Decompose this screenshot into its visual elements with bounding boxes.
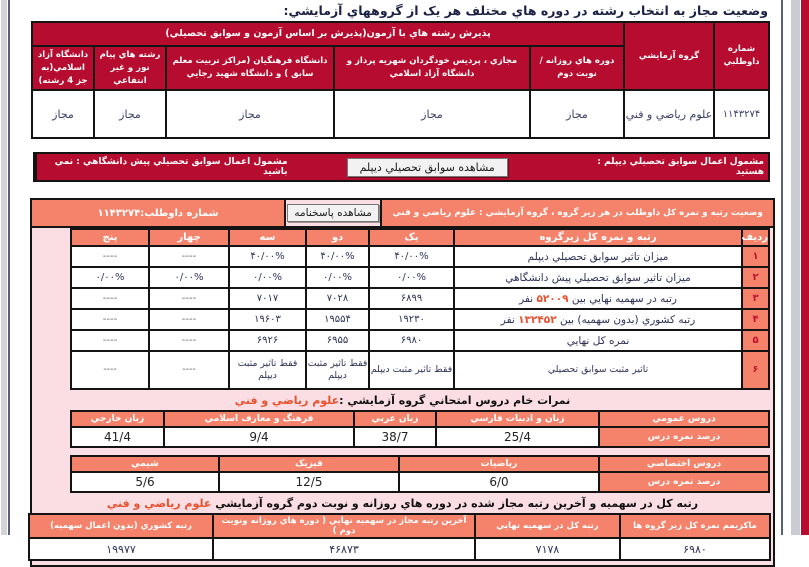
row-label-text: تاثير مثبت سوابق تحصيلي	[547, 363, 649, 375]
records-banner	[33, 152, 770, 182]
table-row	[71, 330, 769, 351]
status-payamnoor: مجاز	[94, 90, 166, 138]
score-percent-label: درصد نمره درس	[599, 472, 769, 492]
score-percent-label: درصد نمره درس	[599, 427, 769, 447]
rank-panel-header	[32, 200, 773, 228]
value-cell: فقط تاثير مثبت ديپلم	[369, 351, 454, 389]
row-number: ۵	[742, 330, 769, 351]
row-label-text: ميزان تاثير سوابق تحصيلي ديپلم	[527, 250, 669, 263]
value-cell: ۰/۰۰%	[369, 267, 454, 288]
score-chemistry: 5/6	[71, 472, 219, 492]
value-cell: ۴۰/۰۰%	[369, 246, 454, 267]
final-rank-title-group: علوم رياضي و فني	[106, 497, 212, 511]
score-mathematics: 6/0	[399, 472, 599, 492]
col-last-admitted-rank: آخرين رتبه مجاز در سهميه نهايي ( دوره هاي روزانه ونوبت دوم )	[213, 514, 475, 538]
row-label	[454, 330, 742, 351]
vertical-scrollbar[interactable]	[791, 0, 800, 535]
header-candidate-no: شماره داوطلبي	[714, 22, 769, 90]
value-cell: ۷۰۲۸	[306, 288, 369, 309]
value-cell: فقط تاثير مثبت ديپلم	[229, 351, 306, 389]
col-max-total-score: ماکزيمم نمره کل زير گروه ها	[620, 514, 770, 538]
row-label	[454, 288, 742, 309]
value-cell: ۶۹۲۶	[229, 330, 306, 351]
score-arabic: 38/7	[354, 427, 436, 447]
col-subgroup-rank-score: رتبه و نمره کل زيرگروه	[454, 229, 742, 246]
row-number: ۳	[742, 288, 769, 309]
value-cell: ۰/۰۰%	[71, 267, 149, 288]
value-cell: ۱۹۶۰۳	[229, 309, 306, 330]
col-quota-total-rank: رتبه کل در سهميه نهايي	[475, 514, 620, 538]
col-subgroup-4: چهار	[149, 229, 229, 246]
row-label	[454, 246, 742, 267]
value-last-admitted-rank: ۴۶۸۷۳	[213, 538, 475, 560]
col-national-rank: رتبه کشوري (بدون اعمال سهميه)	[29, 514, 213, 538]
page-title: وضعيت مجاز به انتخاب رشته در دوره هاي مختلف هر يک از گروههاي آزمايشي:	[283, 3, 768, 18]
value-cell: ----	[149, 288, 229, 309]
score-foreign-language: 41/4	[71, 427, 164, 447]
score-persian-literature: 25/4	[436, 427, 599, 447]
value-cell: ۶۹۸۰	[369, 330, 454, 351]
col-row-no: رديف	[742, 229, 769, 246]
general-courses-label: دروس عمومي	[599, 411, 769, 427]
view-diploma-records-button[interactable]: مشاهده سوابق تحصيلي ديپلم	[347, 158, 508, 177]
value-cell: ----	[71, 309, 149, 330]
value-cell: ----	[149, 246, 229, 267]
subject-arabic: زبان عربي	[354, 411, 436, 427]
raw-scores-title-text: نمرات خام دروس امتحاني گروه آزمايشي :	[339, 394, 571, 408]
col-subgroup-1: يک	[369, 229, 454, 246]
value-cell: ۰/۰۰%	[149, 267, 229, 288]
value-cell: ----	[71, 351, 149, 389]
row-label-suffix: نفر	[500, 313, 519, 326]
pre-university-records-status: مشمول اعمال سوابق تحصيلي پيش دانشگاهي : نمي باشيد	[35, 154, 292, 180]
status-daytime: مجاز	[530, 90, 624, 138]
value-cell: ۶۹۵۵	[306, 330, 369, 351]
view-answer-sheet-button[interactable]: مشاهده پاسخنامه	[287, 204, 378, 222]
final-rank-title-text: رتبه کل در سهميه و آخرين رتبه مجاز شده در دوره هاي روزانه و نوبت دوم گروه آزمايشي	[211, 497, 699, 511]
value-cell: ----	[71, 246, 149, 267]
rank-panel	[30, 198, 775, 567]
value-quota-total-rank: ۷۱۷۸	[475, 538, 620, 560]
value-cell: ۱۹۵۵۴	[306, 309, 369, 330]
table-row	[71, 246, 769, 267]
col-subgroup-5: پنج	[71, 229, 149, 246]
raw-scores-title-group: علوم رياضي و فني	[234, 394, 340, 408]
value-max-total-score: ۶۹۸۰	[620, 538, 770, 560]
subgroup-rank-table	[70, 228, 770, 390]
value-cell: ۱۹۲۳۰	[369, 309, 454, 330]
status-azad-except4: مجاز	[32, 90, 94, 138]
header-azad-except4: دانشگاه آزاد اسلامي(به جز 4 رشته)	[32, 46, 94, 90]
rank-panel-title: وضعيت رتبه و نمره کل داوطلب در هر زير گروه ، گروه آزمايشي : علوم رياضي و فني	[380, 200, 773, 226]
header-virtual-azad: مجازي ، پرديس خودگردان شهريه پرداز و دانشگاه آزاد اسلامي	[334, 46, 530, 90]
candidate-number-label: شماره داوطلب:۱۱۴۳۲۷۴	[97, 207, 219, 219]
value-cell: ۰/۰۰%	[229, 267, 306, 288]
table-row	[71, 267, 769, 288]
row-label-text: نمره کل نهايي	[566, 334, 630, 347]
row-label-text: ميزان تاثير سوابق تحصيلي پيش دانشگاهي	[505, 271, 691, 284]
row-label	[454, 351, 742, 389]
table-row	[71, 309, 769, 330]
subject-mathematics: رياضيات	[399, 456, 599, 472]
header-payamnoor: رشته هاي پيام نور و غير انتفاعي	[94, 46, 166, 90]
general-courses-table	[70, 410, 770, 448]
value-cell: ۰/۰۰%	[306, 267, 369, 288]
row-number: ۴	[742, 309, 769, 330]
col-subgroup-2: دو	[306, 229, 369, 246]
header-farhangian: دانشگاه فرهنگيان (مراکز تربيت معلم سابق ) و دانشگاه شهيد رجايي	[166, 46, 334, 90]
left-gray-edge	[1, 0, 7, 535]
score-islamic-studies: 9/4	[164, 427, 354, 447]
specialized-courses-label: دروس اختصاصي	[599, 456, 769, 472]
row-number: ۱	[742, 246, 769, 267]
status-virtual-azad: مجاز	[334, 90, 530, 138]
frame-border-right	[781, 0, 783, 535]
subject-chemistry: شيمي	[71, 456, 219, 472]
col-subgroup-3: سه	[229, 229, 306, 246]
row-label-suffix: نفر	[519, 292, 537, 305]
value-cell: ----	[149, 309, 229, 330]
status-farhangian: مجاز	[166, 90, 334, 138]
row-label-highlight: ۱۳۲۴۵۲	[518, 313, 557, 326]
candidate-number-value: ۱۱۴۳۲۷۴	[714, 90, 769, 138]
table-row	[71, 351, 769, 389]
row-label-highlight: ۵۲۰۰۹	[536, 292, 569, 305]
subject-islamic-studies: فرهنگ و معارف اسلامي	[164, 411, 354, 427]
value-cell: ۶۸۹۹	[369, 288, 454, 309]
subject-physics: فيزيک	[219, 456, 399, 472]
row-label	[454, 309, 742, 330]
value-cell: ۷۰۱۷	[229, 288, 306, 309]
row-label	[454, 267, 742, 288]
header-daytime-courses: دوره هاي روزانه / نوبت دوم	[530, 46, 624, 90]
subject-persian-literature: زبان و ادبيات فارسي	[436, 411, 599, 427]
diploma-records-button-wrap	[292, 154, 563, 180]
content-area	[10, 0, 781, 556]
row-label-text: رتبه در سهميه نهايي بين	[568, 292, 677, 305]
eligibility-table	[31, 21, 770, 139]
subject-foreign-language: زبان خارجي	[71, 411, 164, 427]
value-national-rank: ۱۹۹۷۷	[29, 538, 213, 560]
final-rank-table	[28, 513, 771, 561]
header-exam-group: گروه آزمايشي	[624, 22, 714, 90]
final-rank-title	[32, 493, 773, 513]
right-red-edge	[801, 0, 809, 535]
value-cell: ۴۰/۰۰%	[229, 246, 306, 267]
value-cell: ----	[149, 330, 229, 351]
row-number: ۲	[742, 267, 769, 288]
exam-group-value: علوم رياضي و فني	[624, 90, 714, 138]
value-cell: ۴۰/۰۰%	[306, 246, 369, 267]
value-cell: فقط تاثير مثبت ديپلم	[306, 351, 369, 389]
value-cell: ----	[71, 330, 149, 351]
header-admission-merged: پذيرش رشته هاي با آزمون(پذيرش بر اساس آزمون و سوابق تحصيلي)	[32, 22, 624, 46]
raw-scores-title	[32, 390, 773, 410]
row-label-text: رتبه کشوري (بدون سهميه) بين	[556, 313, 696, 326]
specialized-courses-table	[70, 455, 770, 493]
table-row	[71, 288, 769, 309]
answer-sheet-button-wrap	[284, 200, 380, 226]
value-cell: ----	[149, 351, 229, 389]
row-number: ۶	[742, 351, 769, 389]
score-physics: 12/5	[219, 472, 399, 492]
diploma-records-status: مشمول اعمال سوابق تحصيلي ديپلم : هستيد	[597, 157, 764, 178]
value-cell: ----	[71, 288, 149, 309]
